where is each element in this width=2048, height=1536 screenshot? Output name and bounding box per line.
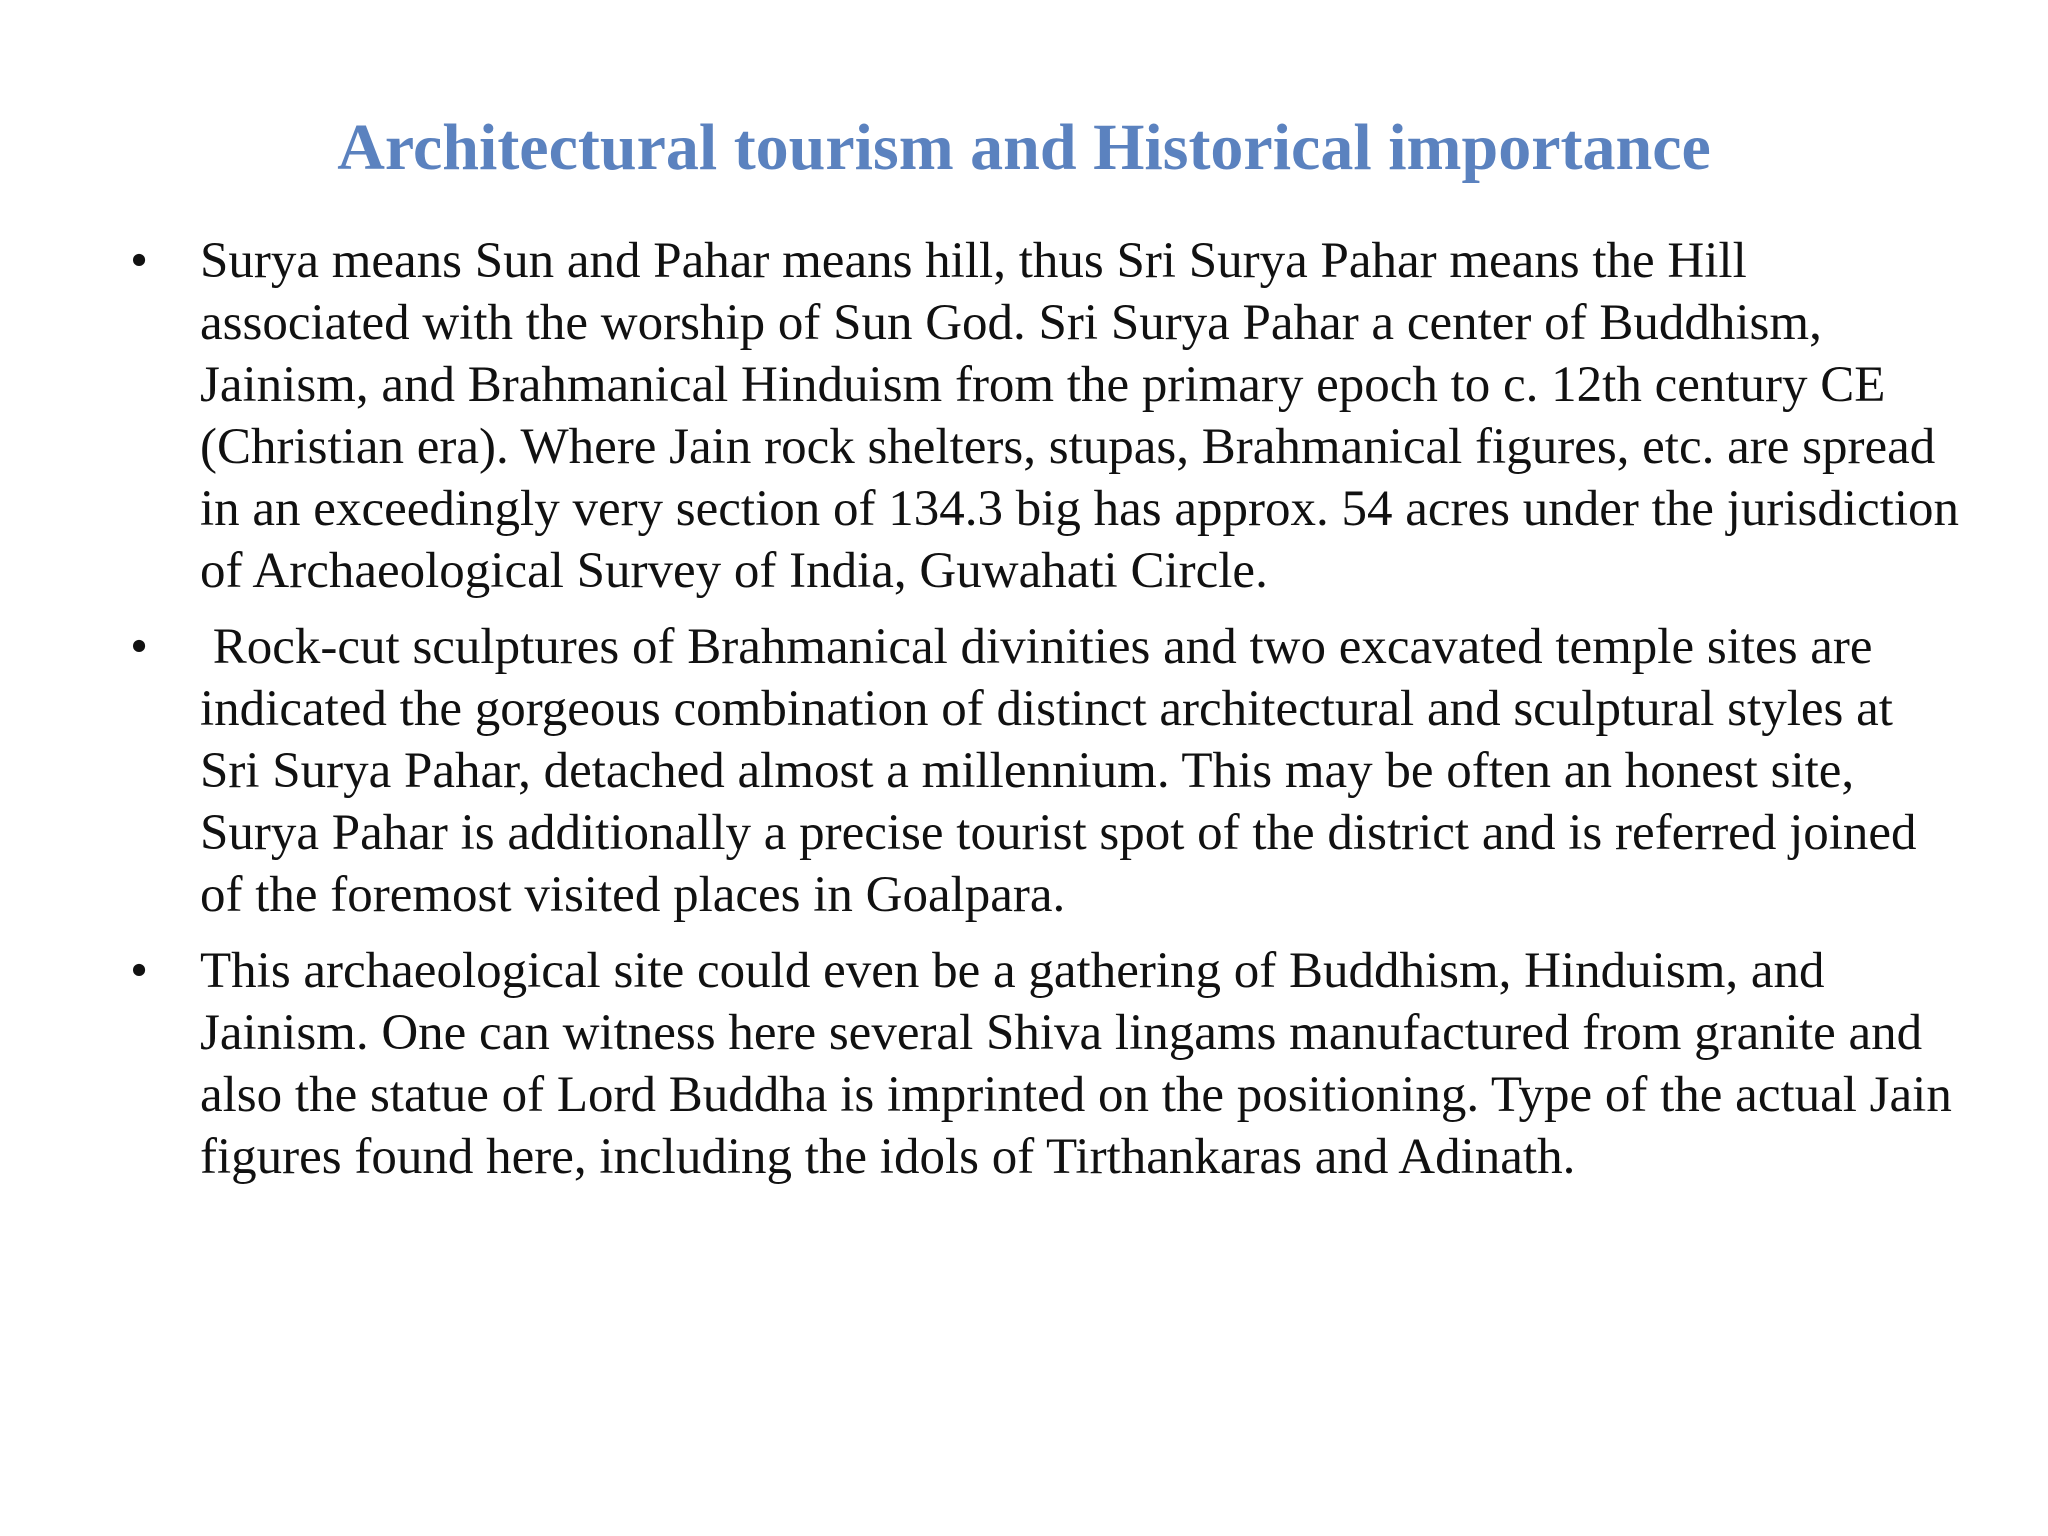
bullet-item — [130, 616, 1960, 926]
slide-title: Architectural tourism and Historical importance — [337, 111, 1711, 184]
bullet-text: Rock-cut sculptures of Brahmanical divinities and two excavated temple sites are indicated the gorgeous combination of distinct architectural and sculptural styles at Sri Surya Pahar, detached almost a millennium. This may be often an honest site, Surya Pahar is additionally a precise tourist spot of the district and is referred joined of the foremost visited places in Goalpara. — [200, 619, 1930, 923]
bullet-item — [130, 230, 1972, 602]
bullet-list — [130, 230, 1972, 1202]
bullet-icon: • — [130, 943, 148, 999]
bullet-text: Surya means Sun and Pahar means hill, thus Sri Surya Pahar means the Hill associated with the worship of Sun God. Sri Surya Pahar a center of Buddhism, Jainism, and Brahmanical Hinduism from the primary epoch to c. 12th century CE (Christian era). Where Jain rock shelters, stupas, Brahmanical figures, etc. are spread in an exceedingly very section of 134.3 big has approx. 54 acres under the jurisdiction of Archaeological Survey of India, Guwahati Circle. — [200, 233, 1972, 599]
bullet-text: This archaeological site could even be a gathering of Buddhism, Hinduism, and Jainism. One can witness here several Shiva lingams manufactured from granite and also the statue of Lord Buddha is imprinted on the positioning. Type of the actual Jain figures found here, including the idols of Tirthankaras and Adinath. — [200, 943, 1965, 1185]
bullet-icon: • — [130, 233, 148, 289]
bullet-item — [130, 940, 1965, 1188]
bullet-icon: • — [130, 619, 148, 675]
